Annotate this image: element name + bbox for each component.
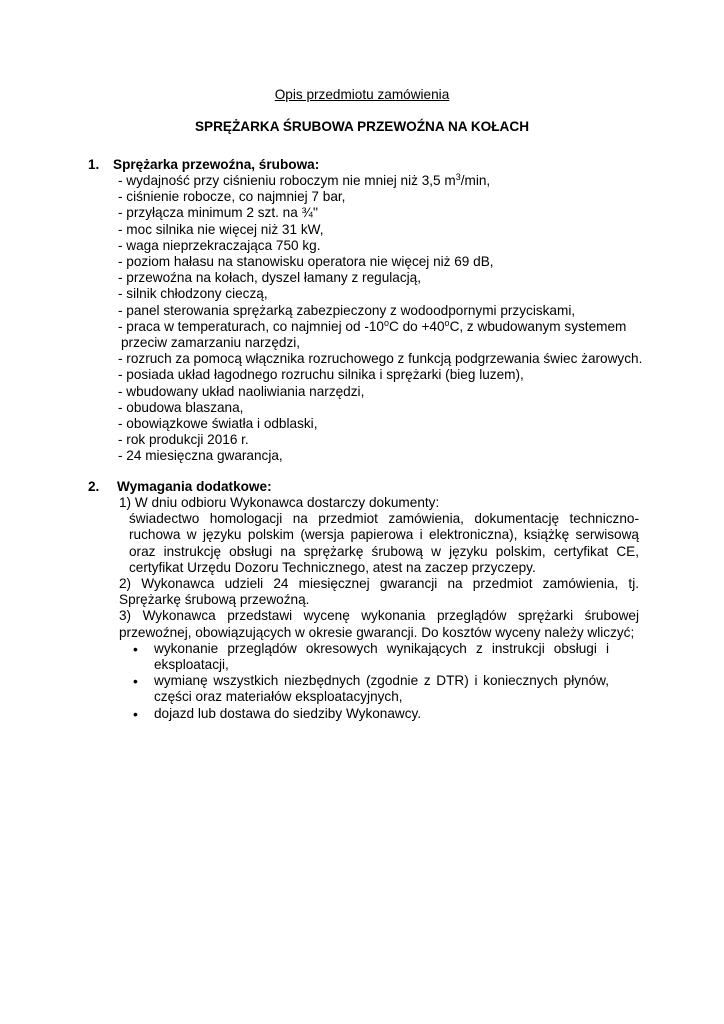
spec-item-capacity: - wydajność przy ciśnieniu roboczym nie mniej niż 3,5 $m^3/\min$, bbox=[118, 172, 491, 188]
requirement-1-heading: 1) W dniu odbioru Wykonawca dostarczy dokumenty: bbox=[119, 495, 440, 510]
spec-item-temperature: - praca w temperaturach, co najmniej od -10$^o$C do $+40^oC$, z wbudowanym systemem przeciw zamarzaniu narzędzi, bbox=[118, 317, 627, 351]
bullet-item: • dojazd lub dostawa do siedziby Wykonawcy. bbox=[133, 706, 609, 722]
section-2-title: Wymagania dodatkowe: bbox=[117, 479, 272, 494]
spec-item: - rok produkcji 2016 r. bbox=[118, 432, 249, 448]
requirement-2: 2) Wykonawca udzieli 24 miesięcznej gwarancji na przedmiot zamówienia, tj. Sprężarkę śrubową przewoźną. bbox=[119, 576, 639, 608]
spec-item: - obowiązkowe światła i odblaski, bbox=[118, 416, 318, 432]
spec-item: - obudowa blaszana, bbox=[118, 399, 244, 415]
spec-item: - rozruch za pomocą włącznika rozruchowego z funkcją podgrzewania świec żarowych. bbox=[118, 351, 643, 367]
spec-item: - waga nieprzekraczająca 750 kg. bbox=[118, 237, 321, 253]
bullet-item: • wymianę wszystkich niezbędnych (zgodnie z DTR) i koniecznych płynów, części oraz materiałów eksploatacyjnych, bbox=[133, 673, 609, 705]
section-1-title: Sprężarka przewoźna, śrubowa: bbox=[113, 157, 320, 172]
spec-item: - posiada układ łagodnego rozruchu silnika i sprężarki (bieg luzem), bbox=[118, 367, 524, 383]
spec-item: - moc silnika nie więcej niż 31 kW, bbox=[118, 221, 324, 237]
spec-item: - panel sterowania sprężarką zabezpieczony z wodoodpornymi przyciskami, bbox=[118, 302, 576, 318]
document-subtitle: SPRĘŻARKA ŚRUBOWA PRZEWOŹNA NA KOŁACH bbox=[194, 119, 530, 134]
section-2-heading bbox=[88, 479, 648, 495]
spec-item: - przewoźna na kołach, dyszel łamany z regulacją, bbox=[118, 270, 421, 286]
spec-item: - silnik chłodzony cieczą, bbox=[118, 286, 268, 302]
requirement-3: 3) Wykonawca przedstawi wycenę wykonania przeglądów sprężarki śrubowej przewoźnej, obowiązujących w okresie gwarancji. Do kosztów wyceny należy wliczyć; bbox=[119, 608, 639, 640]
requirement-1-body: świadectwo homologacji na przedmiot zamówienia, dokumentację techniczno-ruchowa w języku polskim (wersja papierowa i elektroniczna), książkę serwisową oraz instrukcję obsługi na sprężarkę śrubową w języku polskim, certyfikat CE, certyfikat Urzędu Dozoru Technicznego, atest na zaczep przyczepy. bbox=[129, 511, 639, 575]
section-1 bbox=[88, 157, 648, 465]
spec-item: - wbudowany układ naoliwiania narzędzi, bbox=[118, 383, 365, 399]
document-title: Opis przedmiotu zamówienia bbox=[274, 87, 450, 102]
section-2 bbox=[88, 479, 648, 722]
bullet-item: • wykonanie przeglądów okresowych wynikających z instrukcji obsługi i eksploatacji, bbox=[133, 641, 609, 673]
spec-item: - przyłącza minimum 2 szt. na ¾'' bbox=[118, 205, 319, 221]
spec-item: - ciśnienie robocze, co najmniej 7 bar, bbox=[118, 189, 346, 205]
spec-item: - 24 miesięczna gwarancja, bbox=[118, 448, 283, 464]
specification-list bbox=[88, 173, 648, 465]
spec-item: - poziom hałasu na stanowisku operatora nie więcej niż 69 dB, bbox=[118, 254, 494, 270]
section-1-heading bbox=[88, 157, 648, 173]
requirement-3-bullets bbox=[88, 641, 609, 722]
requirements-list bbox=[88, 495, 639, 641]
section-2-number: 2. bbox=[88, 479, 100, 494]
section-1-number: 1. bbox=[88, 157, 100, 172]
